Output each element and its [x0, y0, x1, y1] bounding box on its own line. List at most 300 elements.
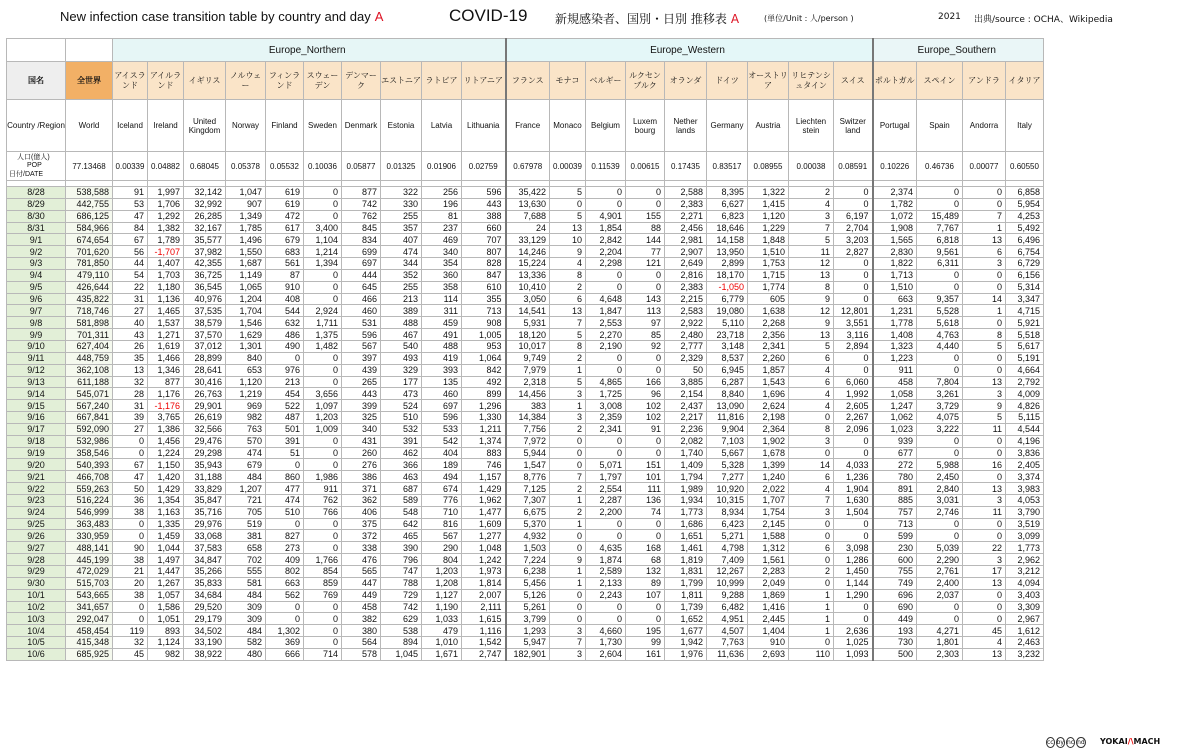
cases-cell: 0 [266, 601, 304, 613]
cases-cell: 459 [422, 317, 462, 329]
cases-cell: 13 [113, 364, 148, 376]
cases-cell: 6,675 [506, 506, 550, 518]
country-name-en: Norway [226, 100, 266, 152]
world-cases-cell: 448,759 [66, 352, 113, 364]
cases-cell: 763 [226, 423, 266, 435]
cases-cell: 0 [304, 210, 342, 222]
cases-cell: 0 [834, 613, 873, 625]
cases-cell: 2,283 [748, 566, 789, 578]
cases-cell: 375 [342, 518, 381, 530]
cases-cell: 0 [266, 352, 304, 364]
pop-key-line2: POP [27, 162, 42, 169]
cases-cell: 2,217 [665, 412, 707, 424]
cases-cell: 7 [789, 494, 834, 506]
cases-cell: 492 [462, 376, 506, 388]
cases-cell: 2,007 [462, 589, 506, 601]
cases-cell: 0 [626, 281, 665, 293]
cases-cell: 3,008 [586, 400, 626, 412]
cases-cell: 859 [304, 577, 342, 589]
date-cell: 9/14 [7, 388, 66, 400]
cases-cell: 161 [626, 648, 665, 660]
cases-cell: 4,196 [1006, 435, 1044, 447]
cases-cell: 1,404 [748, 625, 789, 637]
cases-cell: 845 [342, 222, 381, 234]
cases-cell: 9,561 [917, 246, 963, 258]
cases-cell: 486 [266, 329, 304, 341]
cases-cell: 1,120 [748, 210, 789, 222]
cases-cell: 1,630 [834, 494, 873, 506]
cases-cell: 431 [342, 435, 381, 447]
cases-cell: 2,215 [665, 293, 707, 305]
cases-cell: 2,437 [665, 400, 707, 412]
cases-cell: 53 [113, 198, 148, 210]
cases-cell: 8 [550, 269, 586, 281]
cases-cell: 0 [963, 471, 1006, 483]
cases-cell: 13 [963, 648, 1006, 660]
cases-cell: 14,456 [506, 388, 550, 400]
cases-cell: 260 [342, 447, 381, 459]
cases-cell: 908 [462, 317, 506, 329]
cases-cell: 8,395 [707, 187, 748, 199]
cases-cell: 474 [226, 447, 266, 459]
cases-cell: 1 [789, 589, 834, 601]
cases-cell: 1,854 [586, 222, 626, 234]
cases-cell: 29,520 [184, 601, 226, 613]
cases-cell: 22 [113, 281, 148, 293]
cases-cell: 37,535 [184, 305, 226, 317]
cases-cell: 1,902 [748, 435, 789, 447]
cases-cell: 0 [917, 269, 963, 281]
cases-cell: 9,749 [506, 352, 550, 364]
world-cases-cell: 358,546 [66, 447, 113, 459]
cases-cell: 1,224 [148, 447, 184, 459]
table-row [7, 412, 1044, 424]
cases-cell: 2,303 [917, 648, 963, 660]
cases-cell: 0 [304, 447, 342, 459]
cases-cell: 391 [381, 435, 422, 447]
cases-cell: 617 [266, 222, 304, 234]
cases-cell: 567 [422, 530, 462, 542]
cases-cell: 674 [422, 483, 462, 495]
cases-cell: 9 [789, 317, 834, 329]
world-name-en: World [66, 100, 113, 152]
country-name-jp: アイルランド [148, 62, 184, 100]
country-name-en: Italy [1006, 100, 1044, 152]
cases-cell: 2,842 [586, 234, 626, 246]
cases-cell: 1,429 [462, 483, 506, 495]
cases-cell: 7 [550, 637, 586, 649]
cases-cell: 0 [586, 352, 626, 364]
cases-cell: 0 [304, 625, 342, 637]
cases-cell: 472 [266, 210, 304, 222]
cases-cell: 0 [550, 459, 586, 471]
country-name-en: Andorra [963, 100, 1006, 152]
cases-cell: 0 [550, 530, 586, 542]
world-cases-cell: 559,263 [66, 483, 113, 495]
cases-cell: 1,203 [304, 412, 342, 424]
cases-cell: 5,492 [1006, 222, 1044, 234]
world-cases-cell: 627,404 [66, 340, 113, 352]
cases-cell: 2,649 [665, 258, 707, 270]
cases-cell: 1,293 [506, 625, 550, 637]
table-row [7, 388, 1044, 400]
country-name-en-row [7, 100, 1044, 152]
cases-cell: 439 [342, 364, 381, 376]
cases-cell: 0 [304, 293, 342, 305]
cases-cell: 3 [963, 258, 1006, 270]
cases-cell: -1,707 [148, 246, 184, 258]
cases-cell: 463 [381, 471, 422, 483]
cases-cell: 0 [834, 352, 873, 364]
cases-cell: 1,704 [226, 305, 266, 317]
cases-cell: 419 [422, 352, 462, 364]
cases-cell: 0 [626, 364, 665, 376]
cases-cell: 0 [917, 364, 963, 376]
cases-cell: 0 [834, 530, 873, 542]
cases-cell: 1,510 [873, 281, 917, 293]
cases-cell: 90 [113, 542, 148, 554]
cases-cell: 0 [963, 447, 1006, 459]
cases-cell: 0 [963, 269, 1006, 281]
cases-cell: 5,947 [506, 637, 550, 649]
cases-cell: 0 [586, 281, 626, 293]
country-name-en: Lithuania [462, 100, 506, 152]
cases-cell: 0 [586, 518, 626, 530]
country-population: 0.83517 [707, 152, 748, 181]
cases-cell: 1,904 [834, 483, 873, 495]
cases-cell: 3,099 [1006, 530, 1044, 542]
cases-cell: 0 [917, 447, 963, 459]
cases-cell: 13 [789, 329, 834, 341]
country-name-jp: イタリア [1006, 62, 1044, 100]
cases-cell: 687 [381, 483, 422, 495]
cases-cell: 462 [381, 447, 422, 459]
cases-cell: 31 [113, 400, 148, 412]
country-population: 0.00615 [626, 152, 665, 181]
table-row [7, 305, 1044, 317]
cases-cell: 37,012 [184, 340, 226, 352]
cases-cell: 0 [304, 435, 342, 447]
cases-cell: 802 [266, 566, 304, 578]
world-cases-cell: 426,644 [66, 281, 113, 293]
cases-cell: 1,223 [873, 352, 917, 364]
cases-cell: 1,058 [873, 388, 917, 400]
cases-cell: 1,065 [226, 281, 266, 293]
cases-cell: 8,934 [707, 506, 748, 518]
country-population: 0.08955 [748, 152, 789, 181]
cases-cell: 0 [917, 198, 963, 210]
cases-cell: 30,416 [184, 376, 226, 388]
cases-cell: 13 [789, 269, 834, 281]
cases-cell: 7,103 [707, 435, 748, 447]
world-cases-cell: 674,654 [66, 234, 113, 246]
cases-cell: 2 [550, 423, 586, 435]
cases-cell: 610 [462, 281, 506, 293]
cases-cell: 2,894 [834, 340, 873, 352]
cases-cell: 840 [226, 352, 266, 364]
cases-cell: 182,901 [506, 648, 550, 660]
cases-cell: 1,785 [226, 222, 266, 234]
cases-cell: 5,261 [506, 601, 550, 613]
cases-cell: 4,440 [917, 340, 963, 352]
cases-cell: 1,048 [462, 542, 506, 554]
country-name-jp: ポルトガル [873, 62, 917, 100]
cases-cell: 729 [381, 589, 422, 601]
cases-cell: 854 [304, 566, 342, 578]
cases-cell: 1,461 [665, 542, 707, 554]
cases-cell: 399 [342, 400, 381, 412]
cases-cell: 0 [113, 613, 148, 625]
cases-cell: 531 [342, 317, 381, 329]
cases-cell: 6,945 [707, 364, 748, 376]
cases-cell: 135 [422, 376, 462, 388]
cases-cell: 477 [266, 483, 304, 495]
cases-cell: 1,447 [148, 566, 184, 578]
cases-cell: 1,686 [665, 518, 707, 530]
cases-cell: 13 [550, 222, 586, 234]
corner-label-jp: 国名 [7, 62, 66, 100]
cases-cell: 35,577 [184, 234, 226, 246]
date-cell: 10/5 [7, 637, 66, 649]
cases-cell: 582 [226, 637, 266, 649]
date-cell: 9/2 [7, 246, 66, 258]
country-name-en: Portugal [873, 100, 917, 152]
cases-cell: 0 [586, 613, 626, 625]
cases-cell: 344 [381, 258, 422, 270]
table-row [7, 648, 1044, 660]
cases-cell: 13,950 [707, 246, 748, 258]
table-row [7, 329, 1044, 341]
cases-cell: 4,033 [834, 459, 873, 471]
cases-cell: 4 [789, 400, 834, 412]
cases-cell: 721 [226, 494, 266, 506]
country-name-en: Switzer land [834, 100, 873, 152]
cases-cell: 599 [873, 530, 917, 542]
cases-cell: 663 [873, 293, 917, 305]
world-cases-cell: 781,850 [66, 258, 113, 270]
cases-cell: 0 [626, 352, 665, 364]
cases-cell: 255 [381, 210, 422, 222]
cases-cell: 7,767 [917, 222, 963, 234]
cases-cell: 2,318 [506, 376, 550, 388]
cases-cell: 899 [462, 388, 506, 400]
cases-cell: 6,729 [1006, 258, 1044, 270]
cases-cell: 273 [266, 542, 304, 554]
table-row [7, 483, 1044, 495]
cases-cell: 338 [342, 542, 381, 554]
world-population: 77.13468 [66, 152, 113, 181]
cases-cell: 510 [381, 412, 422, 424]
cases-cell: 488 [422, 340, 462, 352]
cases-cell: 329 [381, 364, 422, 376]
cases-cell: 0 [963, 187, 1006, 199]
cases-cell: 0 [789, 447, 834, 459]
cases-cell: 276 [342, 459, 381, 471]
cases-cell: 3,799 [506, 613, 550, 625]
cases-cell: 697 [342, 258, 381, 270]
country-name-jp: フランス [506, 62, 550, 100]
cases-cell: 479 [422, 625, 462, 637]
cases-cell: 1,104 [304, 234, 342, 246]
country-name-en: Iceland [113, 100, 148, 152]
world-cases-cell: 488,141 [66, 542, 113, 554]
cases-cell: 1,565 [873, 234, 917, 246]
cases-cell: 816 [422, 518, 462, 530]
cases-cell: 2,553 [586, 317, 626, 329]
cases-cell: 0 [304, 187, 342, 199]
cases-cell: 6,423 [707, 518, 748, 530]
cases-cell: 85 [626, 329, 665, 341]
date-cell: 9/18 [7, 435, 66, 447]
cases-cell: 37,583 [184, 542, 226, 554]
cases-cell: 177 [381, 376, 422, 388]
cases-cell: 27 [113, 423, 148, 435]
region-group-header: Europe_Southern [873, 39, 1044, 62]
cases-cell: 5,071 [586, 459, 626, 471]
cases-cell: 969 [226, 400, 266, 412]
cases-cell: 12,267 [707, 566, 748, 578]
cases-cell: 683 [266, 246, 304, 258]
cases-cell: 92 [626, 340, 665, 352]
date-cell: 9/20 [7, 459, 66, 471]
cases-cell: 1,051 [148, 613, 184, 625]
table-row [7, 364, 1044, 376]
cases-cell: 538 [381, 625, 422, 637]
cases-cell: 2,899 [707, 258, 748, 270]
date-cell: 8/29 [7, 198, 66, 210]
cases-cell: 7,125 [506, 483, 550, 495]
cases-cell: 8 [789, 423, 834, 435]
cases-cell: 0 [266, 459, 304, 471]
cases-cell: 1,503 [506, 542, 550, 554]
cases-cell: 827 [266, 530, 304, 542]
cases-cell: 2,445 [748, 613, 789, 625]
cases-cell: 1,773 [1006, 542, 1044, 554]
cases-cell: 473 [381, 388, 422, 400]
cases-cell: 397 [342, 352, 381, 364]
cases-cell: 0 [789, 577, 834, 589]
cases-cell: 443 [342, 388, 381, 400]
country-name-jp: リトアニア [462, 62, 506, 100]
cases-cell: 0 [789, 637, 834, 649]
cases-cell: 1,547 [506, 459, 550, 471]
cases-cell: 32,142 [184, 187, 226, 199]
cases-cell: 0 [789, 518, 834, 530]
cases-cell: 4,253 [1006, 210, 1044, 222]
cases-cell: 679 [226, 459, 266, 471]
table-row [7, 566, 1044, 578]
cases-cell: 0 [834, 435, 873, 447]
cases-cell: 13 [963, 483, 1006, 495]
cases-cell: 2,082 [665, 435, 707, 447]
table-row [7, 317, 1044, 329]
table-row [7, 258, 1044, 270]
cases-cell: 2,747 [462, 648, 506, 660]
cases-cell: 29,901 [184, 400, 226, 412]
cases-cell: 2,290 [917, 554, 963, 566]
cases-cell: 2,463 [1006, 637, 1044, 649]
cases-cell: 358 [422, 281, 462, 293]
world-cases-cell: 472,029 [66, 566, 113, 578]
cases-cell: 458 [342, 601, 381, 613]
cases-cell: 6 [789, 471, 834, 483]
cases-cell: 340 [342, 423, 381, 435]
cases-cell: 1,542 [462, 637, 506, 649]
cases-cell: 1,561 [748, 554, 789, 566]
cases-cell: 487 [266, 412, 304, 424]
cases-cell: 9 [550, 246, 586, 258]
cases-cell: 3,031 [917, 494, 963, 506]
table-row [7, 530, 1044, 542]
cases-cell: 1,801 [917, 637, 963, 649]
table-row [7, 400, 1044, 412]
world-cases-cell: 685,925 [66, 648, 113, 660]
cases-cell: 0 [550, 435, 586, 447]
cases-cell: 43 [113, 329, 148, 341]
cases-cell: 40,976 [184, 293, 226, 305]
cases-cell: 0 [917, 601, 963, 613]
cases-cell: 6,238 [506, 566, 550, 578]
cases-cell: 0 [789, 412, 834, 424]
cases-cell: 0 [113, 601, 148, 613]
cases-cell: 0 [586, 364, 626, 376]
cases-cell: 1,409 [665, 459, 707, 471]
cases-cell: 4,901 [586, 210, 626, 222]
cases-cell: 762 [342, 210, 381, 222]
cases-cell: 5 [550, 376, 586, 388]
cases-cell: 19,080 [707, 305, 748, 317]
cases-cell: 4,648 [586, 293, 626, 305]
cases-cell: 1,062 [873, 412, 917, 424]
cases-cell: 5 [550, 187, 586, 199]
cases-cell: 11 [789, 246, 834, 258]
cases-cell: 7 [550, 471, 586, 483]
table-row [7, 577, 1044, 589]
cases-cell: 1,286 [834, 554, 873, 566]
cases-cell: 2,204 [586, 246, 626, 258]
cases-cell: 6,754 [1006, 246, 1044, 258]
country-name-en: Nether lands [665, 100, 707, 152]
country-name-en: Spain [917, 100, 963, 152]
cases-cell: 1,163 [148, 506, 184, 518]
cases-cell: 10 [550, 234, 586, 246]
cases-cell: 29,976 [184, 518, 226, 530]
cases-cell: 3,222 [917, 423, 963, 435]
pop-key-line3: 日付/DATE [9, 171, 44, 178]
cases-cell: 28,641 [184, 364, 226, 376]
cases-cell: 663 [266, 577, 304, 589]
cases-cell: 34,684 [184, 589, 226, 601]
cases-cell: 1,766 [304, 554, 342, 566]
cases-cell: 5 [963, 340, 1006, 352]
cases-cell: 14 [789, 459, 834, 471]
cases-cell: 6 [789, 542, 834, 554]
cases-cell: 1,420 [148, 471, 184, 483]
cases-cell: 696 [873, 589, 917, 601]
world-cases-cell: 435,822 [66, 293, 113, 305]
cases-cell: 143 [626, 293, 665, 305]
cases-cell: 713 [873, 518, 917, 530]
table-row [7, 554, 1044, 566]
world-cases-cell: 516,224 [66, 494, 113, 506]
date-cell: 9/9 [7, 329, 66, 341]
cases-cell: 0 [626, 518, 665, 530]
cases-cell: 6,482 [707, 601, 748, 613]
cases-cell: 0 [113, 518, 148, 530]
cases-cell: 1,072 [873, 210, 917, 222]
cases-cell: 1,703 [148, 269, 184, 281]
cases-cell: 0 [304, 601, 342, 613]
